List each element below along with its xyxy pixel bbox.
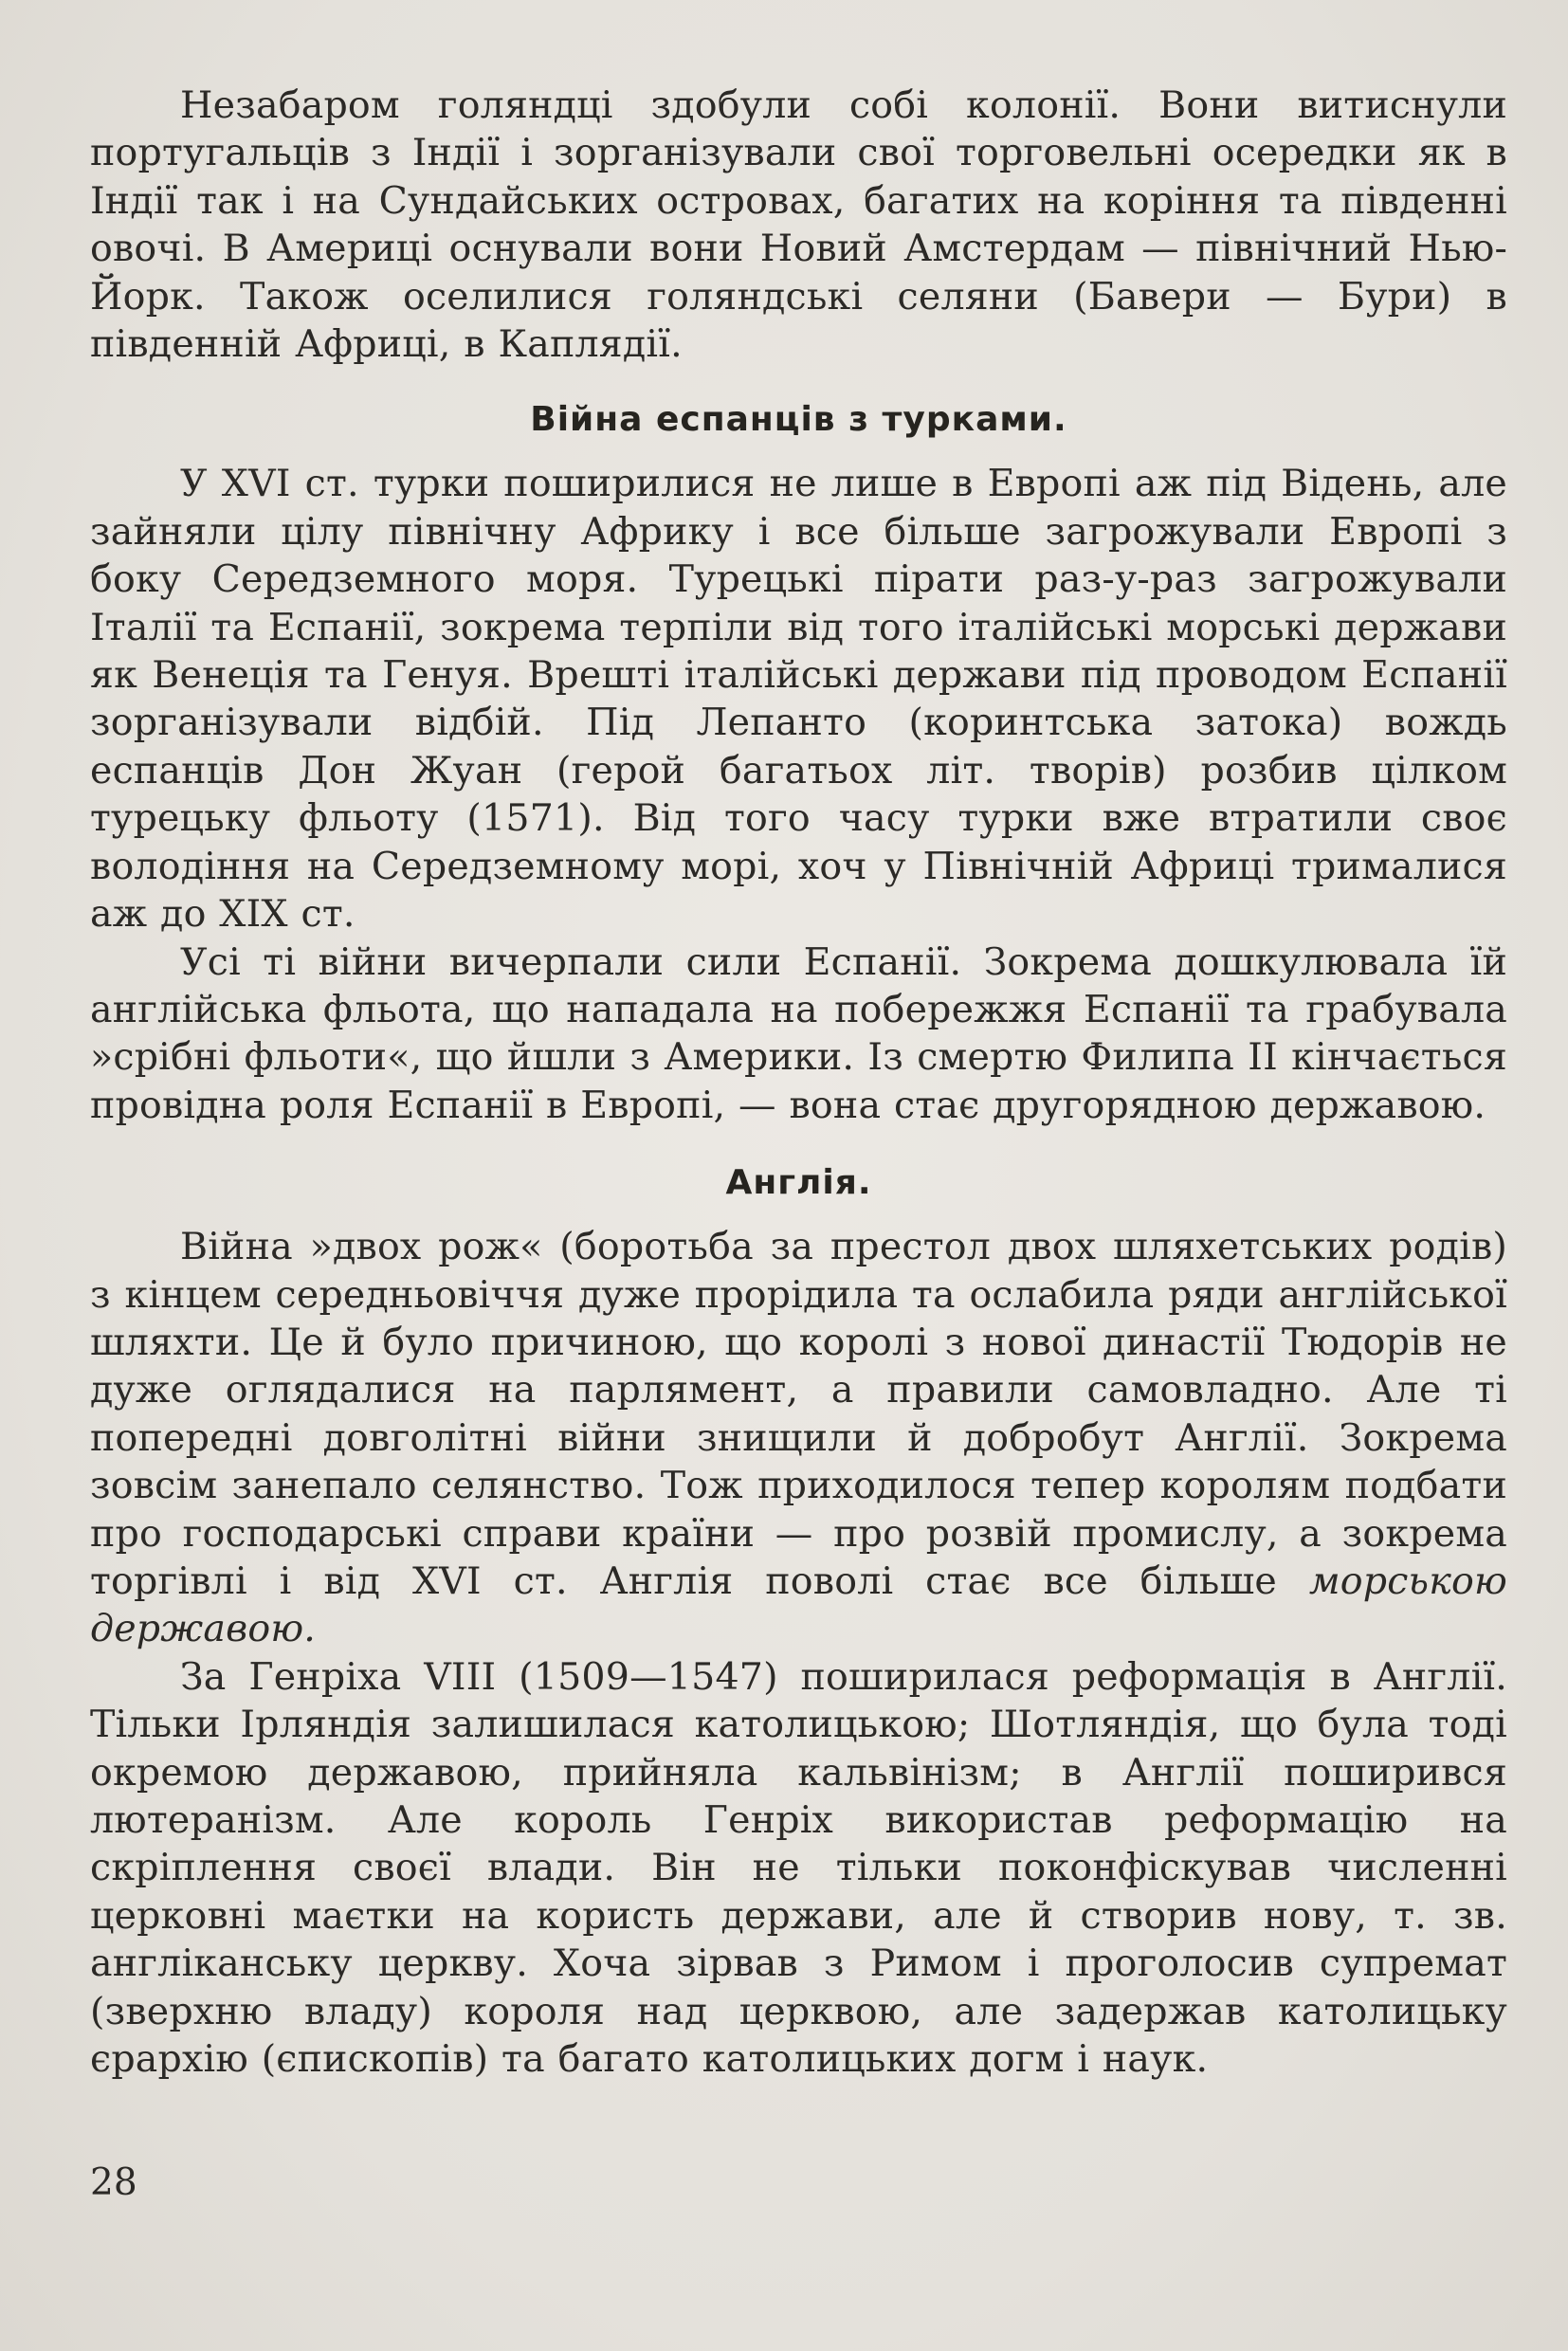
page-number: 28	[90, 2161, 137, 2204]
paragraph: У XVI ст. турки поширилися не лише в Европі аж під Відень, але зайняли цілу північну Африку і все більше загрожували Европі з боку Середземного моря. Турецькі пірати раз-у-раз загрожували Італії та Еспанії, зокрема терпіли від того італійські морські держави як Венеція та Генуя. Врешті італійські держави під проводом Еспанії зорганізували відбій. Під Лепанто (коринтська затока) вождь еспанців Дон Жуан (герой багатьох літ. творів) розбив цілком турецьку фльоту (1571). Від того часу турки вже втратили своє володіння на Середземному морі, хоч у Північній Африці трималися аж до XIX ст.	[90, 462, 1507, 937]
paragraph: За Генріха VIII (1509—1547) поширилася реформація в Англії. Тільки Ірляндія залишилася католицькою; Шотляндія, що була тоді окремою державою, прийняла кальвінізм; в Англії поширився лютеранізм. Але король Генріх використав реформацію на скріплення своєї влади. Він не тільки поконфіскував численні церковні маєтки на користь держави, але й створив нову, т. зв. англіканську церкву. Хоча зірвав з Римом і проголосив супремат (зверхню владу) короля над церквою, але задержав католицьку єрархію (єпископів) та багато католицьких догм і наук.	[90, 1654, 1507, 2082]
paragraph-text: Війна »двох рож« (боротьба за престол двох шляхетських родів) з кінцем середньовіччя дуже прорідила та ослабила ряди англійської шляхти. Це й було причиною, що королі з нової династії Тюдорів не дуже оглядалися на парлямент, а правили самовладно. Але ті попередні довголітні війни знищили й добробут Англії. Зокрема зовсім занепало селянство. Тож приходилося тепер королям подбати про господарські справи країни — про розвій промислу, а зокрема торгівлі і від XVI ст. Англія поволі стає все більше	[90, 1225, 1507, 1603]
page-body	[90, 82, 1507, 2083]
paragraph: Усі ті війни вичерпали сили Еспанії. Зокрема дошкулювала їй англійська фльота, що нападала на побережжя Еспанії та грабувала »срібні фльоти«, що йшли з Америки. Із смертю Филипа II кінчається провідна роля Еспанії в Европі, — вона стає другорядною державою.	[90, 939, 1507, 1127]
section-heading-england: Англія.	[725, 1163, 872, 1203]
section-heading-war: Війна еспанців з турками.	[530, 400, 1067, 440]
emphasis-text: морською державою.	[90, 1558, 1507, 1651]
paragraph: Незабаром голяндці здобули собі колонії. Вони витиснули португальців з Індії і зорганізували свої торговельні осередки як в Індії так і на Сундайських островах, багатих на коріння та південні овочі. В Америці оснували вони Новий Амстердам — північний Нью-Йорк. Також оселилися голяндські селяни (Бавери — Бури) в південній Африці, в Каплядії.	[90, 83, 1507, 367]
paragraph	[90, 1223, 1507, 1653]
